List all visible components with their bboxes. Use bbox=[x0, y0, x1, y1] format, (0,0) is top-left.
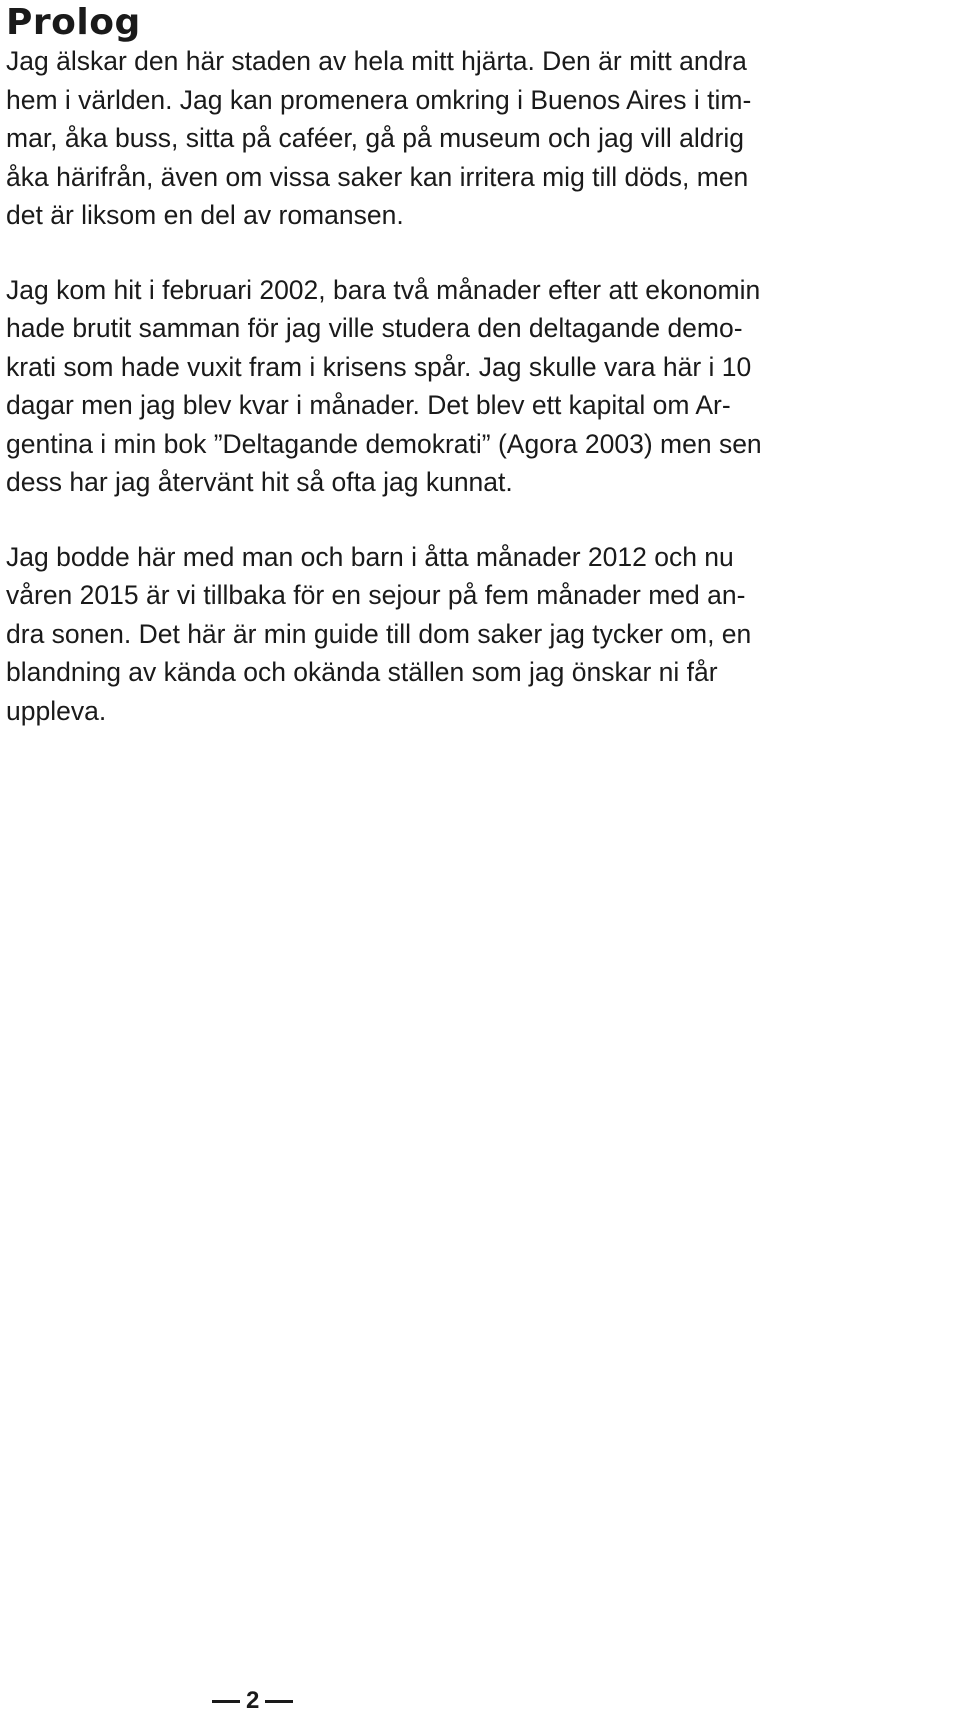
paragraph-line: hem i världen. Jag kan promenera omkring i Buenos Aires i tim- bbox=[6, 84, 752, 115]
paragraph-line: dagar men jag blev kvar i månader. Det blev ett kapital om Ar- bbox=[6, 390, 731, 420]
footer-rule-left bbox=[212, 1700, 240, 1703]
paragraph-2 bbox=[6, 271, 956, 502]
body-text bbox=[6, 42, 956, 766]
paragraph-line: gentina i min bok ”Deltagande demokrati” (Agora 2003) men sen bbox=[6, 428, 762, 459]
page-footer bbox=[212, 1688, 293, 1714]
page-title: Prolog bbox=[6, 2, 141, 43]
paragraph-line: dra sonen. Det här är min guide till dom saker jag tycker om, en bbox=[6, 618, 752, 649]
paragraph-line: det är liksom en del av romansen. bbox=[6, 200, 404, 230]
footer-rule-right bbox=[265, 1700, 293, 1703]
paragraph-line: dess har jag återvänt hit så ofta jag kunnat. bbox=[6, 467, 513, 497]
paragraph-3 bbox=[6, 538, 956, 731]
paragraph-line: åka härifrån, även om vissa saker kan irritera mig till döds, men bbox=[6, 161, 749, 192]
paragraph-line: Jag kom hit i februari 2002, bara två månader efter att ekonomin bbox=[6, 274, 761, 305]
paragraph-line: Jag älskar den här staden av hela mitt hjärta. Den är mitt andra bbox=[6, 46, 747, 76]
paragraph-line: krati som hade vuxit fram i krisens spår. Jag skulle vara här i 10 bbox=[6, 351, 752, 382]
paragraph-line: Jag bodde här med man och barn i åtta månader 2012 och nu bbox=[6, 541, 734, 572]
paragraph-line: blandning av kända och okända ställen som jag önskar ni får bbox=[6, 657, 718, 687]
page-number: 2 bbox=[246, 1687, 260, 1714]
paragraph-1 bbox=[6, 42, 956, 235]
paragraph-line: uppleva. bbox=[6, 695, 107, 726]
paragraph-line: våren 2015 är vi tillbaka för en sejour på fem månader med an- bbox=[6, 580, 746, 610]
paragraph-line: mar, åka buss, sitta på caféer, gå på museum och jag vill aldrig bbox=[6, 123, 744, 153]
paragraph-line: hade brutit samman för jag ville studera den deltagande demo- bbox=[6, 313, 743, 343]
